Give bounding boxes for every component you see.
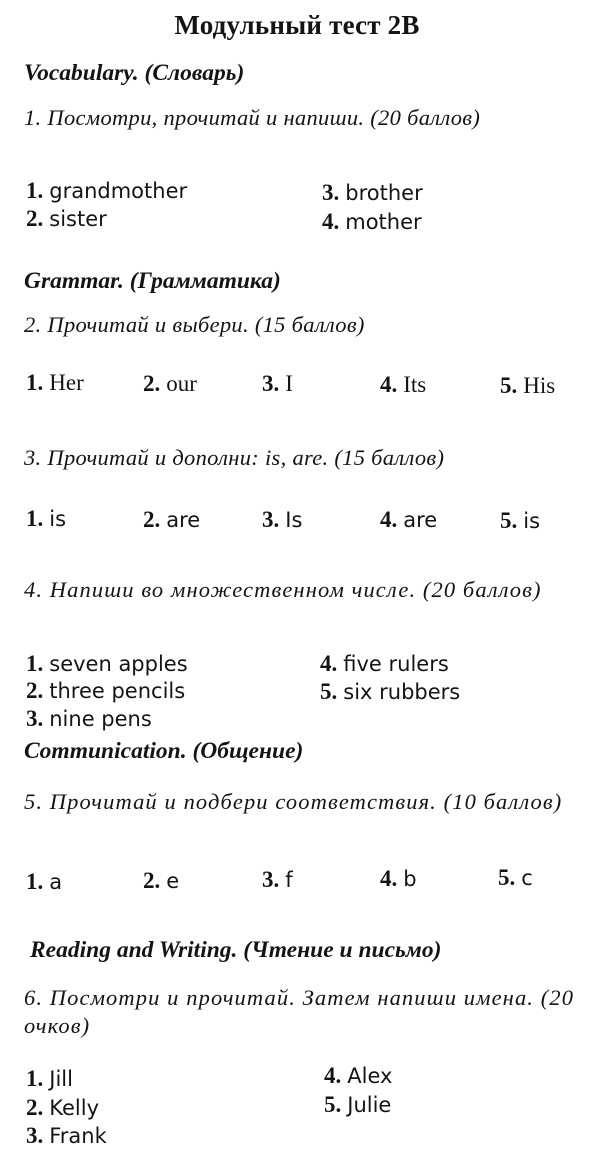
answer-number: 4.: [380, 866, 398, 891]
answer-number: 2.: [143, 371, 161, 396]
answer-number: 5.: [320, 679, 338, 704]
answer-text: f: [285, 868, 293, 892]
answer-number: 2.: [143, 507, 161, 532]
answer-number: 2.: [26, 206, 44, 231]
answer-text: mother: [345, 210, 422, 234]
answer-number: 5.: [500, 508, 518, 533]
answer-item: [380, 372, 426, 398]
answer-number: 5.: [500, 373, 518, 398]
answer-text: are: [166, 508, 201, 532]
answer-item: [143, 507, 200, 533]
answer-text: are: [403, 508, 438, 532]
answer-number: 4.: [324, 1063, 342, 1088]
answer-number: 3.: [262, 371, 280, 396]
answer-text: Its: [403, 372, 427, 397]
answer-number: 3.: [262, 507, 280, 532]
answer-item: [26, 370, 84, 396]
answer-text: three pencils: [49, 679, 186, 703]
answer-number: 1.: [26, 1066, 44, 1091]
answer-text: Kelly: [49, 1096, 99, 1120]
answer-number: 2.: [26, 678, 44, 703]
answer-item: [320, 679, 460, 705]
answer-text: e: [166, 869, 180, 893]
answer-text: nine pens: [49, 707, 152, 731]
answer-item: [320, 651, 449, 677]
answer-number: 1.: [26, 178, 44, 203]
task-instruction-5: 5. Прочитай и подбери соответствия. (10 баллов): [24, 789, 563, 814]
section-heading-vocabulary: Vocabulary. (Словарь): [24, 60, 245, 86]
answer-item: [26, 1123, 107, 1149]
task-instruction-3: 3. Прочитай и дополни: is, are. (15 баллов): [24, 445, 445, 470]
answer-number: 1.: [26, 869, 44, 894]
section-heading-communication: Communication. (Общение): [24, 738, 304, 764]
answer-item: [26, 1095, 99, 1121]
answer-item: [322, 209, 422, 235]
answer-item: [262, 371, 293, 397]
answer-number: 4.: [380, 372, 398, 397]
task-instruction-6: 6. Посмотри и прочитай. Затем напиши имена. (20 очков): [24, 985, 575, 1038]
answer-item: [324, 1063, 392, 1089]
answer-text: His: [523, 373, 556, 398]
section-heading-grammar: Grammar. (Грамматика): [24, 268, 281, 294]
page-title: Модульный тест 2B: [174, 10, 420, 40]
answer-text: five rulers: [343, 652, 449, 676]
answer-number: 1.: [26, 370, 44, 395]
answer-number: 4.: [322, 209, 340, 234]
answer-text: c: [521, 866, 533, 890]
section-heading-reading-writing: Reading and Writing. (Чтение и письмо): [30, 937, 442, 963]
answer-item: [143, 371, 197, 397]
answer-item: [26, 178, 187, 204]
answer-item: [143, 868, 179, 894]
answer-text: is: [49, 507, 67, 531]
answer-text: seven apples: [49, 652, 188, 676]
answer-item: [380, 507, 437, 533]
answer-text: Her: [49, 370, 84, 395]
task-instruction-4: 4. Напиши во множественном числе. (20 баллов): [24, 577, 542, 602]
answer-item: [324, 1092, 391, 1118]
answer-number: 2.: [26, 1095, 44, 1120]
answer-item: [500, 508, 540, 534]
answer-item: [322, 180, 423, 206]
answer-text: is: [523, 509, 541, 533]
answer-text: Frank: [49, 1124, 107, 1148]
answer-number: 3.: [26, 1123, 44, 1148]
answer-text: Julie: [347, 1093, 392, 1117]
answer-text: brother: [345, 181, 423, 205]
answer-text: our: [166, 371, 197, 396]
answer-item: [262, 507, 302, 533]
answer-text: sister: [49, 207, 107, 231]
answer-number: 5.: [498, 865, 516, 890]
answer-text: a: [49, 870, 63, 894]
answer-number: 3.: [262, 867, 280, 892]
answer-number: 4.: [380, 507, 398, 532]
answer-item: [380, 866, 417, 892]
answer-text: Alex: [347, 1064, 393, 1088]
answer-item: [26, 678, 185, 704]
answer-item: [262, 867, 293, 893]
answer-number: 3.: [322, 180, 340, 205]
answer-text: grandmother: [49, 179, 188, 203]
answer-text: Jill: [49, 1067, 73, 1091]
task-instruction-1: 1. Посмотри, прочитай и напиши. (20 баллов): [24, 105, 481, 130]
answer-item: [26, 869, 62, 895]
answer-number: 1.: [26, 506, 44, 531]
task-instruction-2: 2. Прочитай и выбери. (15 баллов): [24, 312, 365, 337]
answer-number: 1.: [26, 651, 44, 676]
answer-text: b: [403, 867, 417, 891]
answer-item: [26, 651, 188, 677]
answer-text: six rubbers: [343, 680, 461, 704]
answer-text: I: [285, 371, 293, 396]
answer-item: [500, 373, 555, 399]
answer-item: [26, 506, 66, 532]
answer-item: [26, 1066, 73, 1092]
answer-text: Is: [285, 508, 303, 532]
answer-item: [26, 206, 107, 232]
answer-number: 5.: [324, 1092, 342, 1117]
answer-number: 2.: [143, 868, 161, 893]
answer-number: 4.: [320, 651, 338, 676]
answer-number: 3.: [26, 706, 44, 731]
answer-item: [498, 865, 533, 891]
answer-item: [26, 706, 152, 732]
